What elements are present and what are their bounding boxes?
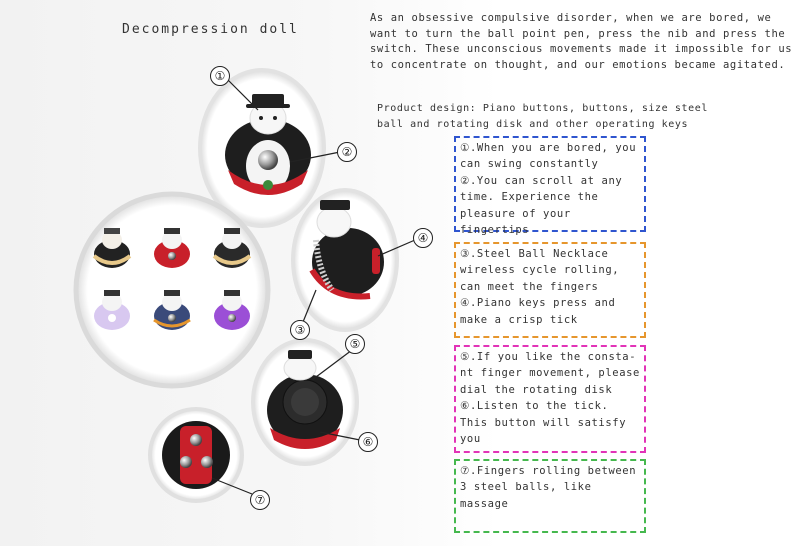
product-design-text: Product design: Piano buttons, buttons, size steel ball and rotating disk and other operating keys	[377, 103, 709, 130]
feature-2-text: ②.You can scroll at any time. Experience the pleasure of your fingertips	[460, 174, 623, 237]
callout-3: ③	[290, 320, 310, 340]
feature-3-text: ③.Steel Ball Necklace wireless cycle rolling, can meet the fingers	[460, 248, 620, 293]
intro-paragraph: As an obsessive compulsive disorder, when we are bored, we want to turn the ball point pen, press the nib and press the switch. These unconscious movements made it impossible for us to concentrate on thought, and our emotions became agitated.	[370, 12, 793, 71]
callout-5: ⑤	[345, 334, 365, 354]
feature-6-text: ⑥.Listen to the tick. This button will satisfy you	[460, 400, 627, 446]
callout-1: ①	[210, 66, 230, 86]
feature-5-text: ⑤.If you like the consta-nt finger movement, please dial the rotating disk	[460, 351, 640, 396]
callout-2: ②	[337, 142, 357, 162]
doll-bottom-icon	[162, 421, 230, 489]
feature-4-text: ④.Piano keys press and make a crisp tick	[460, 297, 616, 326]
feature-7-text: ⑦.Fingers rolling between 3 steel balls, like massage	[460, 465, 637, 510]
callout-4: ④	[413, 228, 433, 248]
feature-1-text: ①.When you are bored, you can swing constantly	[460, 142, 637, 171]
callout-7: ⑦	[250, 490, 270, 510]
callout-6: ⑥	[358, 432, 378, 452]
page-title: Decompression doll	[122, 22, 299, 37]
